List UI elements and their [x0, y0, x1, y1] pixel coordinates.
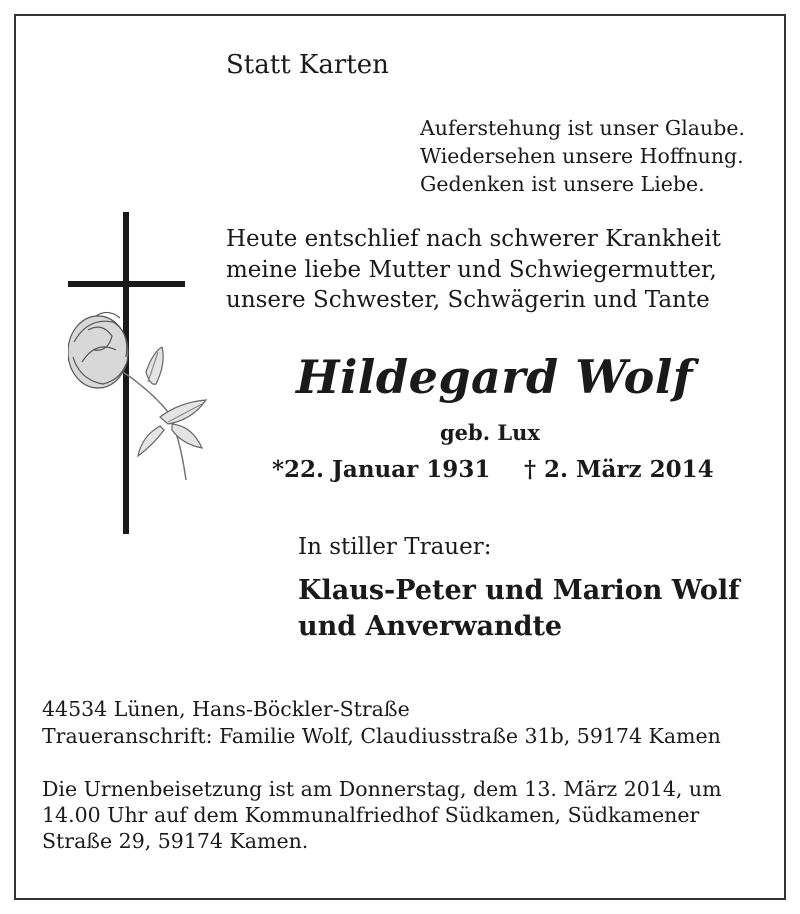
mourning-label: In stiller Trauer: — [298, 534, 492, 560]
quote-line: Gedenken ist unsere Liebe. — [420, 172, 705, 196]
urn-notice-line: Die Urnenbeisetzung ist am Donnerstag, dem 13. März 2014, um — [42, 777, 722, 801]
urn-burial-notice — [42, 776, 762, 854]
death-date: † 2. März 2014 — [524, 456, 714, 483]
address-line: 44534 Lünen, Hans-Böckler-Straße — [42, 697, 410, 721]
quote-line: Auferstehung ist unser Glaube. — [420, 116, 745, 140]
mourning-address: Traueranschrift: Familie Wolf, Claudiusstraße 31b, 59174 Kamen — [42, 724, 721, 748]
deceased-name: Hildegard Wolf — [296, 350, 694, 404]
birth-date: *22. Januar 1931 — [272, 456, 491, 483]
quote-line: Wiedersehen unsere Hoffnung. — [420, 144, 744, 168]
urn-notice-line: Straße 29, 59174 Kamen. — [42, 829, 309, 853]
intro-line: Heute entschlief nach schwerer Krankheit — [226, 226, 721, 252]
intro-line: unsere Schwester, Schwägerin und Tante — [226, 287, 710, 313]
intro-text — [226, 224, 721, 316]
address-block — [42, 696, 721, 750]
urn-notice-line: 14.00 Uhr auf dem Kommunalfriedhof Südkamen, Südkamener — [42, 803, 700, 827]
mourner-names — [298, 573, 740, 645]
heading: Statt Karten — [226, 50, 389, 80]
rose-icon — [68, 312, 206, 480]
mourner-line: und Anverwandte — [298, 611, 563, 642]
quote-block — [420, 114, 745, 198]
mourner-line: Klaus-Peter und Marion Wolf — [298, 575, 740, 606]
maiden-name: geb. Lux — [440, 420, 540, 445]
cross-with-rose — [68, 212, 218, 542]
intro-line: meine liebe Mutter und Schwiegermutter, — [226, 256, 717, 283]
